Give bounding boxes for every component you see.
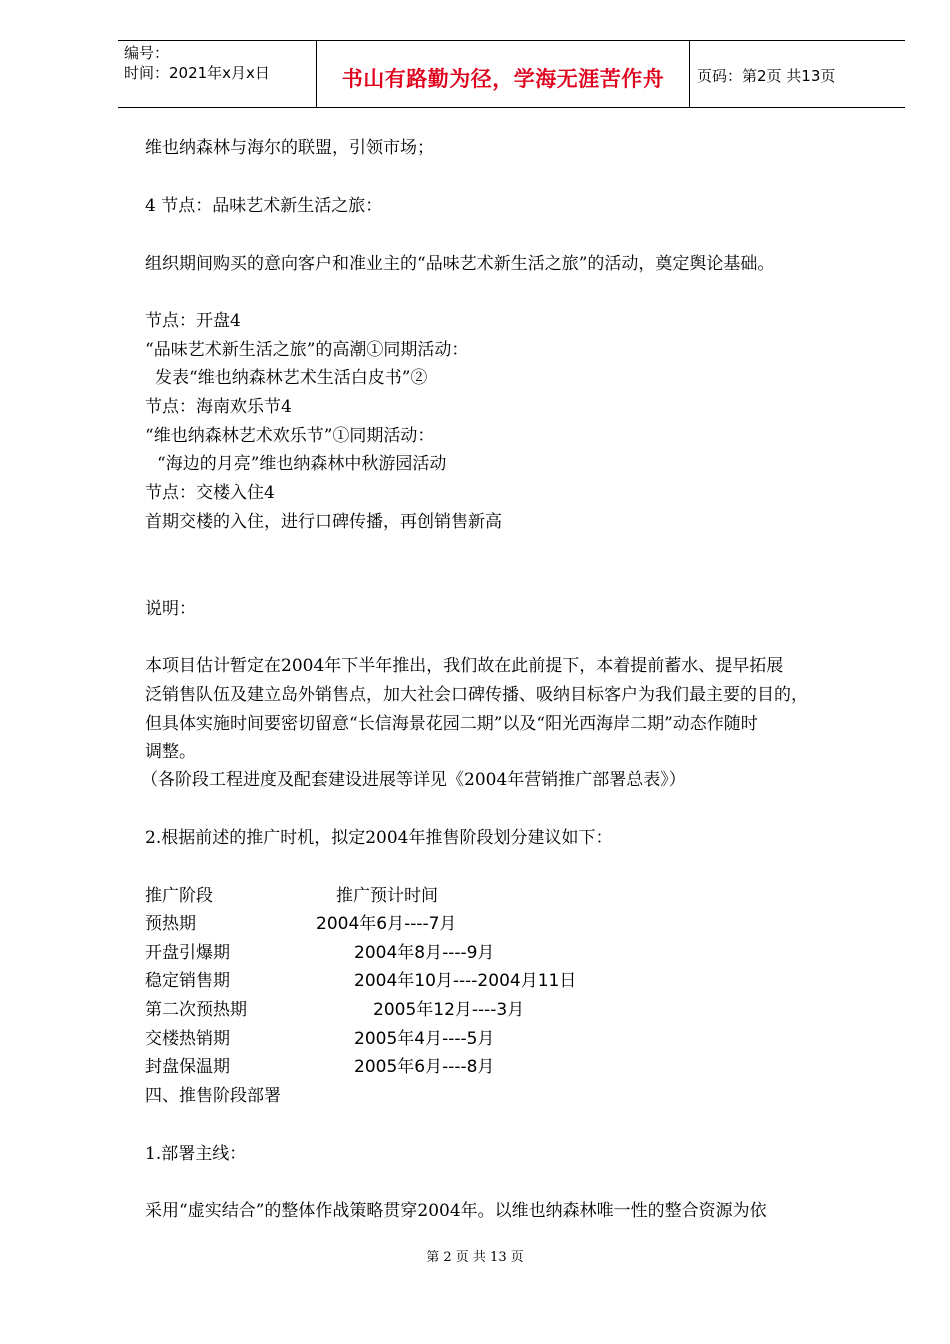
paragraph: 调整。 — [145, 742, 196, 762]
header-page-cell — [689, 41, 905, 107]
paragraph: 2.根据前述的推广时机，拟定2004年推售阶段划分建议如下： — [145, 828, 613, 848]
header-meta-cell — [118, 41, 316, 107]
page-header — [118, 40, 905, 108]
paragraph: 泛销售队伍及建立岛外销售点，加大社会口碑传播、吸纳目标客户为我们最主要的目的， — [145, 685, 808, 705]
page-info: 页码：第2页 共13页 — [697, 67, 836, 85]
footer-page-number: 第 2 页 共 13 页 — [426, 1250, 524, 1265]
header-motto-cell — [316, 41, 690, 107]
paragraph: 组织期间购买的意向客户和准业主的“品味艺术新生活之旅”的活动，奠定舆论基础。 — [145, 254, 775, 274]
paragraph: 采用“虚实结合”的整体作战策略贯穿2004年。以维也纳森林唯一性的整合资源为依 — [145, 1201, 767, 1221]
table-cell-stage: 交楼热销期 — [145, 1029, 230, 1049]
paragraph: 首期交楼的入住，进行口碑传播，再创销售新高 — [145, 512, 502, 532]
section-label: 说明： — [145, 599, 196, 619]
node-heading: 节点：开盘4 — [145, 311, 241, 331]
table-cell-stage: 第二次预热期 — [145, 1000, 247, 1020]
table-cell-time: 2004年10月----2004月11日 — [354, 971, 577, 991]
table-cell-time: 2005年12月----3月 — [373, 1000, 525, 1020]
paragraph: （各阶段工程进度及配套建设进展等详见《2004年营销推广部署总表》） — [141, 770, 686, 790]
table-cell-stage: 开盘引爆期 — [145, 943, 230, 963]
paragraph: 但具体实施时间要密切留意“长信海景花园二期”以及“阳光西海岸二期”动态作随时 — [145, 714, 758, 734]
paragraph: 本项目估计暂定在2004年下半年推出，我们故在此前提下，本着提前蓄水、提早拓展 — [145, 656, 784, 676]
table-cell-stage: 稳定销售期 — [145, 971, 230, 991]
paragraph: 发表“维也纳森林艺术生活白皮书”② — [155, 368, 428, 388]
table-cell-stage: 预热期 — [145, 914, 196, 934]
paragraph: 4 节点：品味艺术新生活之旅： — [145, 196, 383, 216]
paragraph: “维也纳森林艺术欢乐节”①同期活动： — [145, 426, 435, 446]
table-cell-stage: 封盘保温期 — [145, 1057, 230, 1077]
table-header-time: 推广预计时间 — [336, 886, 438, 906]
sub-heading: 1.部署主线： — [145, 1144, 247, 1164]
node-heading: 节点：海南欢乐节4 — [145, 397, 292, 417]
motto-text: 书山有路勤为径，学海无涯苦作舟 — [341, 66, 665, 91]
serial-label: 编号： — [124, 44, 170, 62]
section-heading: 四、推售阶段部署 — [145, 1086, 281, 1106]
table-cell-time: 2004年6月----7月 — [316, 914, 457, 934]
paragraph: “品味艺术新生活之旅”的高潮①同期活动： — [145, 340, 469, 360]
table-header-stage: 推广阶段 — [145, 886, 213, 906]
time-label: 时间：2021年x月x日 — [124, 64, 270, 82]
table-cell-time: 2005年4月----5月 — [354, 1029, 495, 1049]
node-heading: 节点：交楼入住4 — [145, 483, 275, 503]
paragraph: “海边的月亮”维也纳森林中秋游园活动 — [157, 454, 447, 474]
paragraph: 维也纳森林与海尔的联盟，引领市场； — [145, 138, 434, 158]
page-footer — [0, 1246, 950, 1265]
table-cell-time: 2004年8月----9月 — [354, 943, 495, 963]
table-cell-time: 2005年6月----8月 — [354, 1057, 495, 1077]
